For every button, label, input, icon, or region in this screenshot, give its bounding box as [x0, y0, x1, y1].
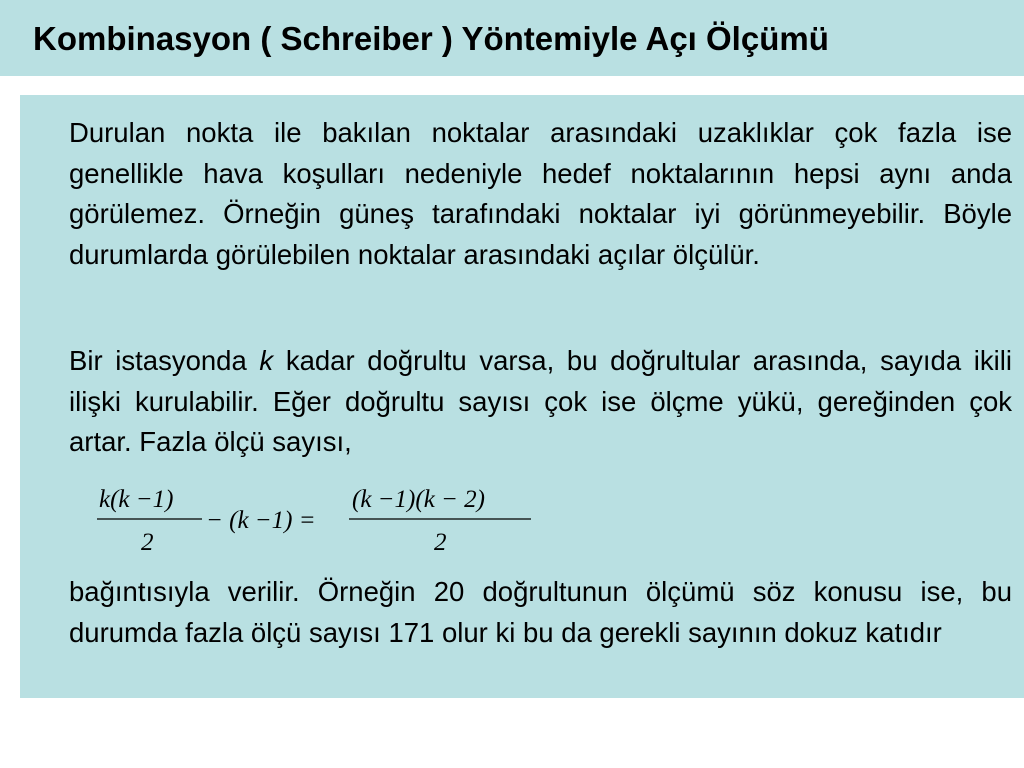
formula-fraction1-denominator: 2	[141, 529, 154, 556]
paragraph-2-start: Bir istasyonda	[69, 345, 260, 376]
slide-title: Kombinasyon ( Schreiber ) Yöntemiyle Açı Ölçümü	[33, 20, 829, 57]
formula	[95, 481, 545, 557]
variable-k: k	[259, 345, 274, 376]
paragraph-3: bağıntısıyla verilir. Örneğin 20 doğrultunun ölçümü söz konusu ise, bu durumda fazla ölçü sayısı 171 olur ki bu da gerekli sayının dokuz katıdır	[69, 576, 1012, 648]
formula-middle-term: − (k −1) =	[206, 507, 316, 534]
content-panel	[20, 95, 1024, 698]
paragraph-2-end: kadar doğrultu varsa, bu doğrultular arasında, sayıda ikili ilişki kurulabilir. Eğer doğrultu sayısı çok ise ölçme yükü, gereğinden çok artar. Fazla ölçü sayısı,	[69, 345, 1012, 457]
formula-svg	[95, 481, 545, 557]
title-bar	[0, 0, 1024, 76]
formula-fraction2-denominator: 2	[434, 529, 447, 556]
formula-fraction1-numerator: k(k −1)	[99, 486, 174, 513]
paragraph-1: Durulan nokta ile bakılan noktalar arasındaki uzaklıklar çok fazla ise genellikle hava koşulları nedeniyle hedef noktalarının hepsi aynı anda görülemez. Örneğin güneş tarafındaki noktalar iyi görünmeyebilir. Böyle durumlarda görülebilen noktalar arasındaki açılar ölçülür.	[69, 117, 1012, 270]
paragraph-2	[69, 341, 1012, 463]
formula-fraction2-numerator: (k −1)(k − 2)	[352, 486, 485, 513]
